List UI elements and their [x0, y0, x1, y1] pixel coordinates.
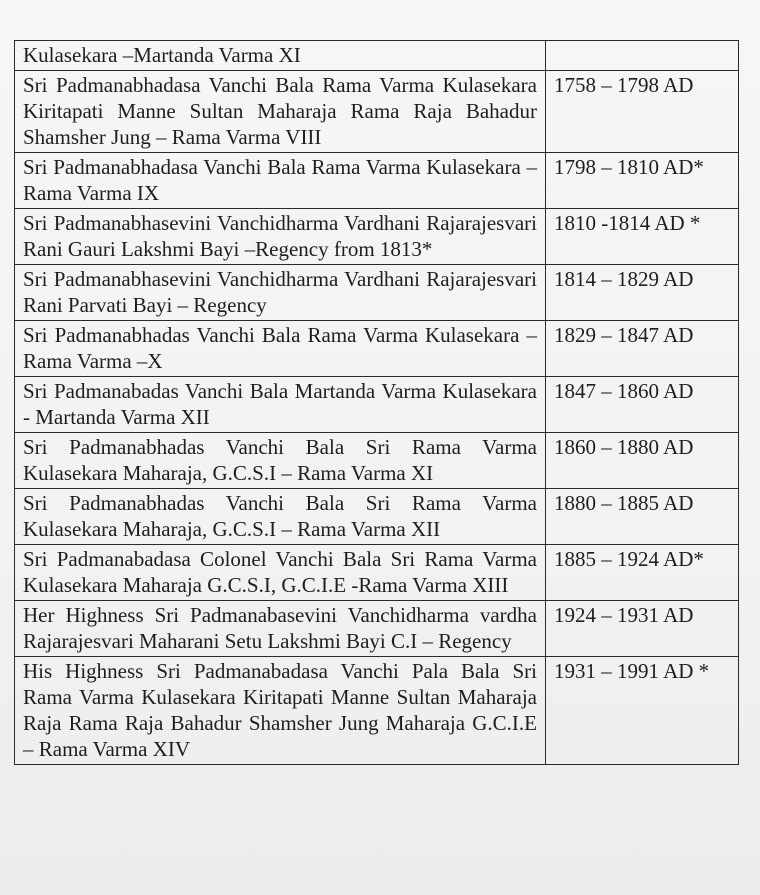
reign-period-cell: 1924 – 1931 AD — [546, 601, 739, 657]
ruler-name-cell: His Highness Sri Padmanabadasa Vanchi Pala Bala Sri Rama Varma Kulasekara Kiritapati Manne Sultan Maharaja Raja Rama Raja Bahadur Shamsher Jung Maharaja G.C.I.E – Rama Varma XIV — [15, 657, 546, 765]
table-row — [15, 265, 739, 321]
ruler-name-cell: Sri Padmanabhadas Vanchi Bala Rama Varma Kulasekara – Rama Varma –X — [15, 321, 546, 377]
table-row — [15, 71, 739, 153]
ruler-name-cell: Sri Padmanabadas Vanchi Bala Martanda Varma Kulasekara - Martanda Varma XII — [15, 377, 546, 433]
ruler-name-cell: Sri Padmanabhasevini Vanchidharma Vardhani Rajarajesvari Rani Parvati Bayi – Regency — [15, 265, 546, 321]
reign-period-cell: 1931 – 1991 AD * — [546, 657, 739, 765]
ruler-name-cell: Sri Padmanabhadas Vanchi Bala Sri Rama Varma Kulasekara Maharaja, G.C.S.I – Rama Varma XI — [15, 433, 546, 489]
rulers-table — [14, 40, 739, 765]
reign-period-cell: 1860 – 1880 AD — [546, 433, 739, 489]
ruler-name-cell: Sri Padmanabhadasa Vanchi Bala Rama Varma Kulasekara – Rama Varma IX — [15, 153, 546, 209]
reign-period-cell: 1847 – 1860 AD — [546, 377, 739, 433]
table-row — [15, 433, 739, 489]
table-row — [15, 377, 739, 433]
ruler-name-cell: Kulasekara –Martanda Varma XI — [15, 41, 546, 71]
ruler-name-cell: Sri Padmanabadasa Colonel Vanchi Bala Sri Rama Varma Kulasekara Maharaja G.C.S.I, G.C.I.E -Rama Varma XIII — [15, 545, 546, 601]
ruler-name-cell: Her Highness Sri Padmanabasevini Vanchidharma vardha Rajarajesvari Maharani Setu Lakshmi Bayi C.I – Regency — [15, 601, 546, 657]
reign-period-cell: 1885 – 1924 AD* — [546, 545, 739, 601]
ruler-name-cell: Sri Padmanabhasevini Vanchidharma Vardhani Rajarajesvari Rani Gauri Lakshmi Bayi –Regency from 1813* — [15, 209, 546, 265]
ruler-name-cell: Sri Padmanabhadas Vanchi Bala Sri Rama Varma Kulasekara Maharaja, G.C.S.I – Rama Varma XII — [15, 489, 546, 545]
reign-period-cell — [546, 41, 739, 71]
reign-period-cell: 1758 – 1798 AD — [546, 71, 739, 153]
reign-period-cell: 1829 – 1847 AD — [546, 321, 739, 377]
table-row — [15, 489, 739, 545]
reign-period-cell: 1814 – 1829 AD — [546, 265, 739, 321]
table-row — [15, 321, 739, 377]
table-row — [15, 601, 739, 657]
table-row — [15, 41, 739, 71]
reign-period-cell: 1798 – 1810 AD* — [546, 153, 739, 209]
reign-period-cell: 1810 -1814 AD * — [546, 209, 739, 265]
reign-period-cell: 1880 – 1885 AD — [546, 489, 739, 545]
table-row — [15, 209, 739, 265]
table-row — [15, 153, 739, 209]
table-row — [15, 545, 739, 601]
ruler-name-cell: Sri Padmanabhadasa Vanchi Bala Rama Varma Kulasekara Kiritapati Manne Sultan Maharaja Rama Raja Bahadur Shamsher Jung – Rama Varma VIII — [15, 71, 546, 153]
table-row — [15, 657, 739, 765]
